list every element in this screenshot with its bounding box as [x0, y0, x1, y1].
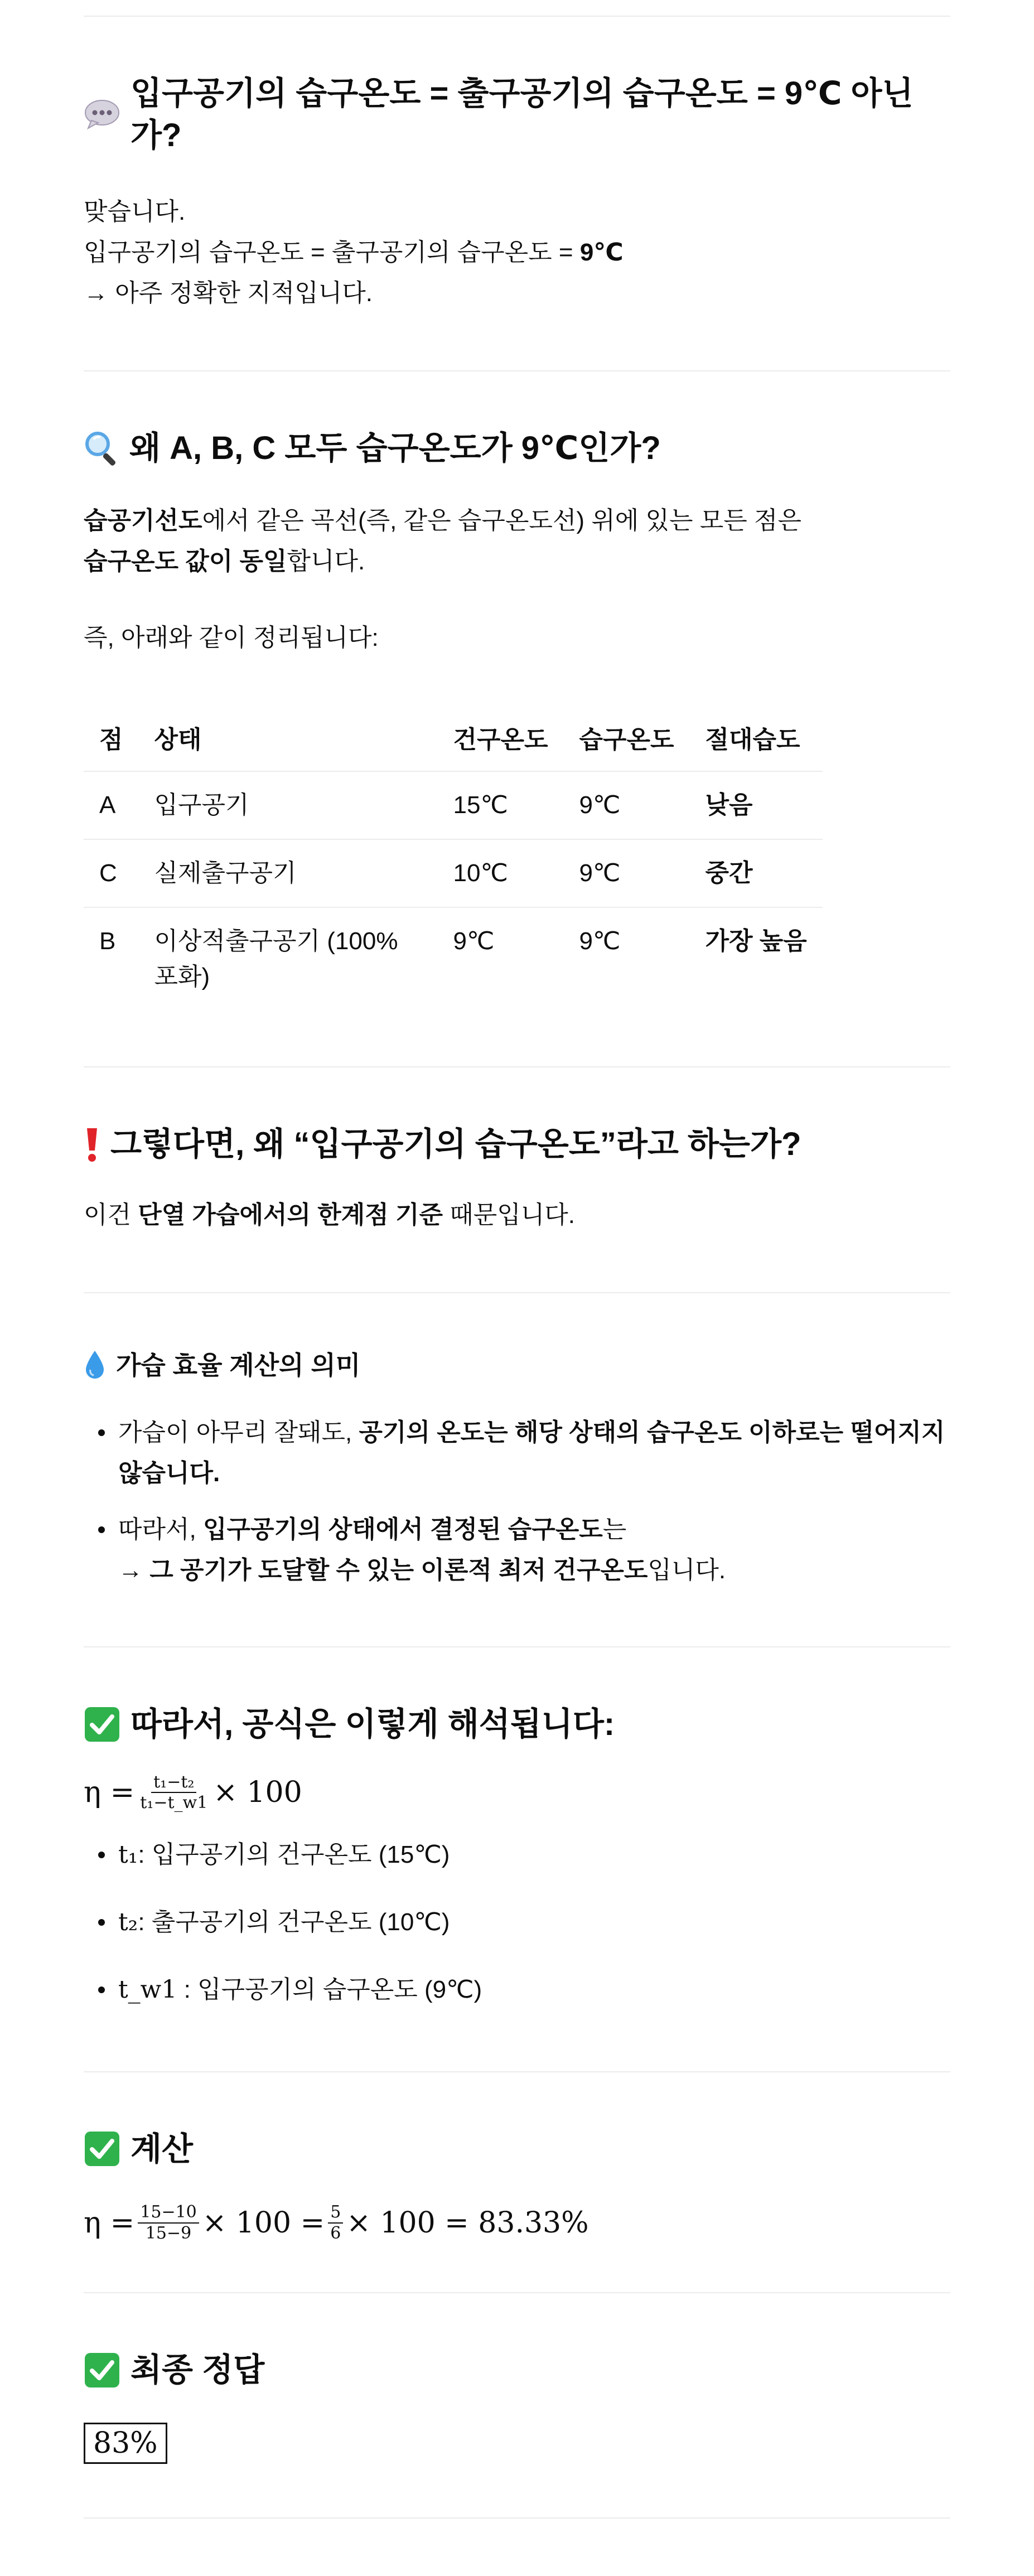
- efficiency-formula: η = $\frac{\text{t₁−t₂}}{\text{t₁−t\_w1}}$ × 100: [84, 1772, 302, 1813]
- section-title: 가습 효율 계산의 의미: [116, 1350, 361, 1380]
- list-item: t_w1 : 입구공기의 습구온도 (9℃): [84, 1969, 950, 2010]
- section-title: 그렇다면, 왜 “입구공기의 습구온도”라고 하는가?: [110, 1126, 801, 1163]
- divider: [84, 1292, 950, 1293]
- table-cell: 입구공기: [139, 771, 438, 839]
- section-title: 최종 정답: [131, 2352, 265, 2389]
- table-cell: 낮음: [690, 771, 823, 839]
- section-heading: [84, 2128, 950, 2170]
- section-heading: [84, 2349, 950, 2391]
- table-cell: 9℃: [564, 907, 690, 1011]
- divider: [84, 2071, 950, 2072]
- droplet-icon: [84, 1350, 106, 1381]
- section-heading: [84, 1349, 950, 1383]
- wetbulb-table: [84, 719, 823, 1011]
- check-box-icon: [84, 2130, 120, 2167]
- divider: [84, 2517, 950, 2519]
- exclamation-icon: [84, 1126, 100, 1163]
- list-item: 가습이 아무리 잘돼도, 공기의 온도는 해당 상태의 습구온도 이하로는 떨어지지 않습니다.: [84, 1412, 950, 1494]
- list-item: 따라서, 입구공기의 상태에서 결정된 습구온도는 → 그 공기가 도달할 수 있는 이론적 최저 건구온도입니다.: [84, 1509, 950, 1591]
- section-heading: [84, 427, 950, 469]
- section-heading: [84, 73, 950, 157]
- divider: [84, 1646, 950, 1647]
- section-formula: [84, 1703, 950, 2009]
- table-cell: 9℃: [438, 907, 564, 1011]
- column-header: 점: [99, 726, 123, 754]
- final-answer-box: 83%: [84, 2423, 167, 2464]
- table-cell: 실제출구공기: [139, 839, 438, 907]
- section-title: 계산: [131, 2130, 194, 2167]
- table-row: [84, 839, 823, 907]
- section-question: [84, 73, 950, 313]
- answer-line: → 아주 정확한 지적입니다.: [84, 279, 373, 307]
- table-header-row: [84, 719, 823, 771]
- paragraph: 즉, 아래와 같이 정리됩니다:: [84, 624, 379, 652]
- column-header: 절대습도: [705, 726, 800, 754]
- divider: [84, 370, 950, 371]
- section-heading: [84, 1123, 950, 1165]
- variable-list: [84, 1834, 950, 2010]
- speech-bubble-icon: [84, 98, 120, 131]
- answer-line: 맞습니다.: [84, 197, 186, 225]
- answer-line: 입구공기의 습구온도 = 출구공기의 습구온도 = 9℃: [84, 238, 624, 266]
- table-cell: C: [84, 839, 139, 907]
- table-cell: 9℃: [564, 839, 690, 907]
- table-cell: 가장 높음: [690, 907, 823, 1011]
- divider: [84, 1066, 950, 1067]
- divider: [84, 2292, 950, 2293]
- paragraph: 이건 단열 가습에서의 한계점 기준 때문입니다.: [84, 1201, 575, 1229]
- table-cell: 15℃: [438, 771, 564, 839]
- section-why: [84, 1123, 950, 1235]
- section-title: 왜 A, B, C 모두 습구온도가 9℃인가?: [129, 429, 661, 466]
- table-row: [84, 771, 823, 839]
- divider: [84, 16, 950, 17]
- list-item: t₂: 출구공기의 건구온도 (10℃): [84, 1902, 950, 1942]
- table-cell: 이상적출구공기 (100% 포화): [139, 907, 438, 1011]
- section-title: 따라서, 공식은 이렇게 해석됩니다:: [131, 1706, 615, 1743]
- column-header: 건구온도: [453, 726, 548, 754]
- column-header: 습구온도: [579, 726, 674, 754]
- check-box-icon: [84, 2352, 120, 2389]
- paragraph: 습공기선도에서 같은 곡선(즉, 같은 습구온도선) 위에 있는 모든 점은 습구온도 값이 동일합니다.: [84, 507, 801, 576]
- calculation-formula: η = $\frac{15-10}{15-9}$ × 100 = $\frac{5}{6}$ × 100 = 83.33%: [84, 2202, 589, 2243]
- table-row: [84, 907, 823, 1011]
- table-cell: B: [84, 907, 139, 1011]
- list-item: t₁: 입구공기의 건구온도 (15℃): [84, 1834, 950, 1875]
- table-cell: 9℃: [564, 771, 690, 839]
- table-cell: A: [84, 771, 139, 839]
- section-title: 입구공기의 습구온도 = 출구공기의 습구온도 = 9℃ 아닌가?: [131, 75, 914, 154]
- table-cell: 10℃: [438, 839, 564, 907]
- section-calculation: [84, 2128, 950, 2242]
- document: [84, 16, 950, 2519]
- section-heading: [84, 1703, 950, 1745]
- check-box-icon: [84, 1706, 120, 1743]
- magnifier-icon: [84, 430, 119, 466]
- section-meaning: [84, 1349, 950, 1591]
- section-final-answer: [84, 2349, 950, 2463]
- bullet-list: [84, 1412, 950, 1591]
- column-header: 상태: [154, 726, 202, 754]
- section-explanation: [84, 427, 950, 1011]
- table-cell: 중간: [690, 839, 823, 907]
